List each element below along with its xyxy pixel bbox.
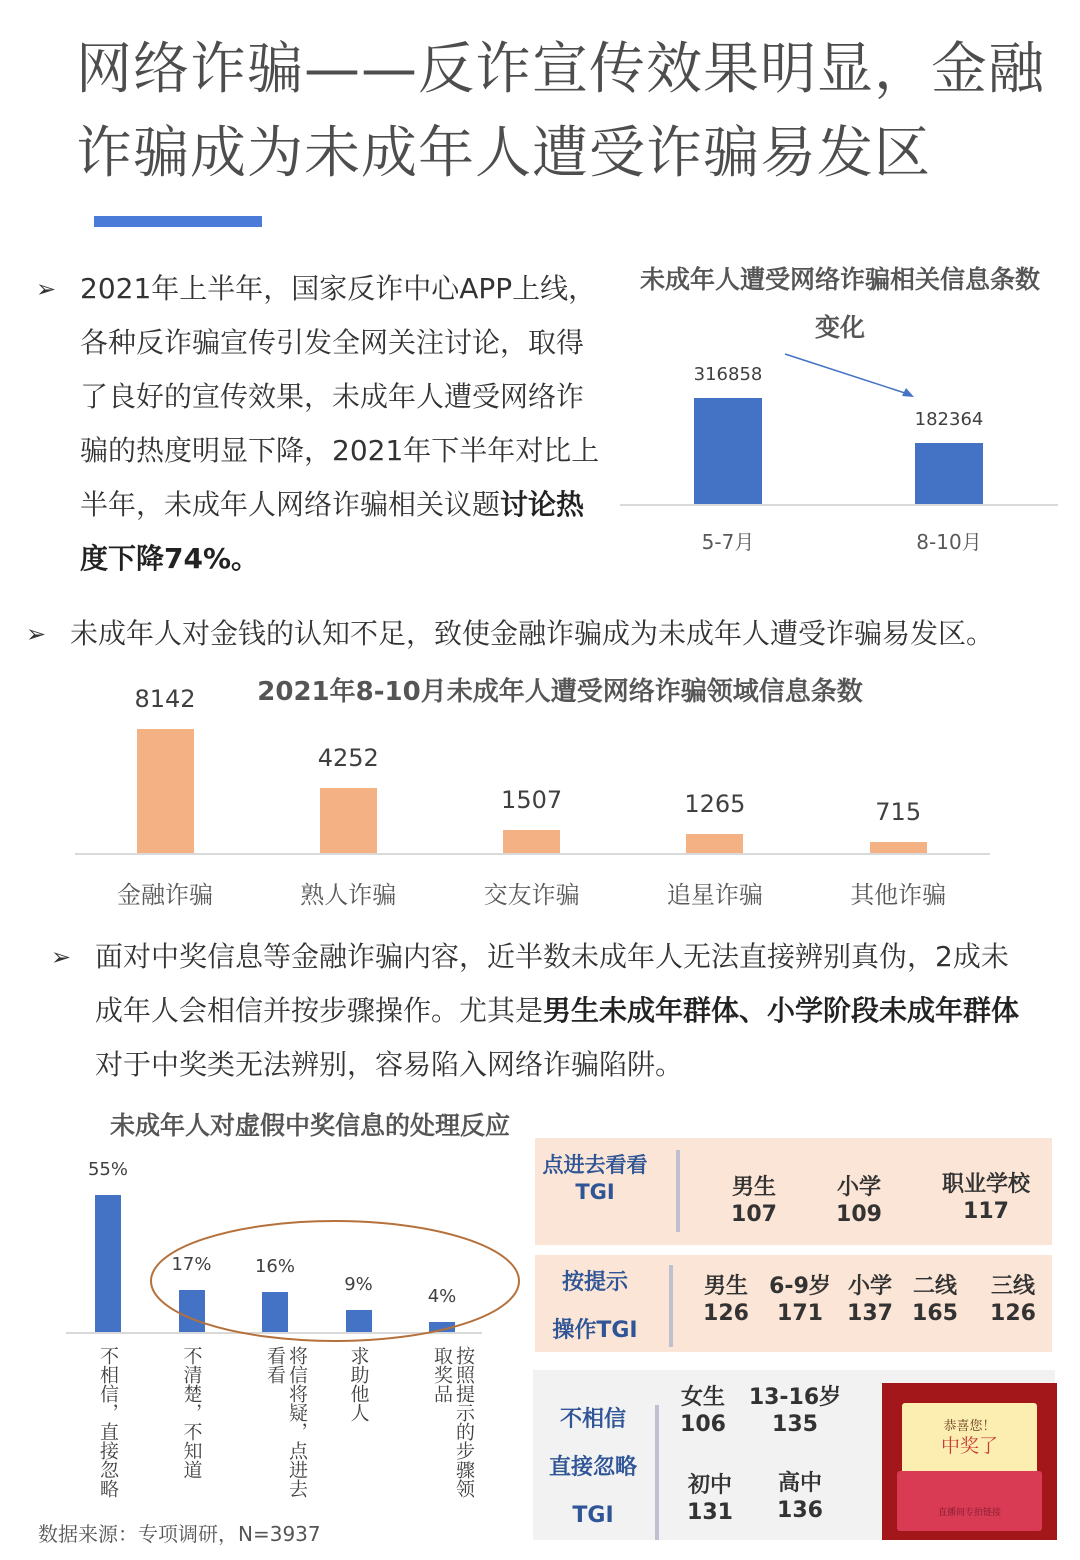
tgi-click-head-2: TGI — [575, 1180, 615, 1204]
prize-text-2: 中奖了 — [940, 1435, 998, 1457]
tgi-cell-label: 6-9岁 — [769, 1274, 831, 1299]
tgi-cell-label: 小学 — [847, 1274, 892, 1299]
tgi-cell-value: 107 — [731, 1202, 777, 1227]
tgi-cell-label: 13-16岁 — [748, 1385, 842, 1410]
tgi-cell-label: 初中 — [687, 1473, 732, 1498]
tgi-cell — [926, 1171, 1046, 1225]
tgi-cell-value: 137 — [847, 1301, 893, 1326]
tgi-cell-value: 126 — [990, 1301, 1036, 1326]
tgi-click-head — [535, 1152, 655, 1206]
category-label: 5-7月 — [701, 530, 755, 554]
bar — [686, 834, 743, 853]
tgi-follow-box — [535, 1255, 1052, 1352]
highlight-ellipse — [145, 1215, 530, 1350]
prize-envelope — [897, 1471, 1042, 1531]
category-label: 将信将疑，点进去看看 — [264, 1346, 308, 1498]
bullet-3-text-2: 对于中奖类无法辨别，容易陷入网络诈骗陷阱。 — [95, 1048, 684, 1081]
tgi-cell-value: 106 — [680, 1412, 726, 1437]
chart3-title: 未成年人对虚假中奖信息的处理反应 — [110, 1111, 511, 1140]
tgi-cell — [694, 1174, 814, 1228]
trend-arrow-icon — [780, 350, 920, 400]
bar — [870, 842, 927, 853]
category-label: 不相信，直接忽略 — [97, 1346, 119, 1498]
bar — [694, 398, 762, 504]
data-label: 316858 — [693, 363, 763, 385]
category-label: 8-10月 — [916, 530, 982, 554]
tgi-ignore-head — [533, 1396, 653, 1540]
chart1-axis — [620, 504, 1058, 506]
category-label: 其他诈骗 — [850, 881, 947, 909]
chart1-title: 未成年人遭受网络诈骗相关信息条数变化 — [640, 265, 1041, 342]
chart2-title: 2021年8-10月未成年人遭受网络诈骗领域信息条数 — [257, 677, 863, 707]
tgi-cell-label: 三线 — [990, 1274, 1035, 1299]
bar — [915, 443, 983, 504]
tgi-cell-label: 男生 — [703, 1274, 748, 1299]
category-label: 求助他人 — [347, 1346, 370, 1422]
tgi-cell — [799, 1174, 919, 1228]
data-label: 715 — [875, 798, 922, 827]
bullet-2 — [26, 614, 1070, 654]
bar — [320, 788, 377, 853]
data-label: 55% — [87, 1159, 128, 1180]
bar — [503, 830, 560, 853]
bullet-3-bold: 男生未成年群体、小学阶段未成年群体 — [543, 994, 1020, 1027]
tgi-cell-value: 165 — [912, 1301, 958, 1326]
bar — [137, 729, 194, 853]
category-label: 按照提示的步骤领取奖品 — [431, 1346, 475, 1498]
chart2-axis — [75, 853, 990, 855]
category-label: 金融诈骗 — [117, 881, 213, 909]
bullet-3-text: 面对中奖信息等金融诈骗内容，近半数未成年人无法直接辨别真伪，2成未成年人会相信并按步骤操作。尤其是 — [95, 940, 1009, 1027]
data-label: 182364 — [914, 408, 984, 430]
bullet-2-text: 未成年人对金钱的认知不足，致使金融诈骗成为未成年人遭受诈骗易发区。 — [70, 617, 995, 650]
category-label: 追星诈骗 — [666, 881, 763, 909]
tgi-cell-value: 117 — [963, 1199, 1009, 1224]
tgi-cell-label: 女生 — [680, 1385, 725, 1410]
tgi-cell-value: 126 — [703, 1301, 749, 1326]
arrow-bullet-icon: ➢ — [51, 943, 72, 971]
data-label: 1265 — [684, 789, 746, 818]
bullet-1 — [36, 262, 610, 586]
bullet-1-text: 2021年上半年，国家反诈中心APP上线，各种反诈骗宣传引发全网关注讨论，取得了良好的宣传效果，未成年人遭受网络诈骗的热度明显下降，2021年下半年对比上半年，未成年人网络诈骗相关议题 — [80, 272, 600, 521]
data-label: 1507 — [501, 786, 563, 815]
tgi-cell-value: 171 — [777, 1301, 823, 1326]
data-source: 数据来源：专项调研，N=3937 — [38, 1522, 321, 1546]
data-label: 8142 — [134, 685, 196, 713]
tgi-cell-label: 男生 — [731, 1175, 776, 1200]
title-accent-bar — [94, 216, 262, 227]
tgi-ignore-head-1: 不相信 — [559, 1407, 626, 1432]
category-label: 交友诈骗 — [483, 881, 580, 909]
prize-text-1: 恭喜您！ — [943, 1419, 996, 1434]
arrow-bullet-icon: ➢ — [36, 275, 57, 303]
prize-image — [882, 1383, 1057, 1540]
bar — [95, 1195, 121, 1332]
tgi-cell — [953, 1273, 1073, 1327]
tgi-cell — [735, 1384, 855, 1438]
tgi-follow-head-1: 按提示 — [561, 1270, 628, 1295]
tgi-cell-label: 高中 — [777, 1471, 822, 1496]
bullet-3 — [51, 930, 1025, 1092]
bullet-1-bold: 讨论热度下降74%。 — [80, 488, 585, 575]
data-label: 4% — [427, 1286, 457, 1308]
page-title: 网络诈骗——反诈宣传效果明显，金融诈骗成为未成年人遭受诈骗易发区 — [76, 37, 1045, 186]
tgi-cell-label: 小学 — [836, 1175, 881, 1200]
data-label: 16% — [254, 1256, 295, 1278]
tgi-cell-value: 109 — [836, 1202, 882, 1227]
arrow-bullet-icon: ➢ — [26, 620, 47, 648]
separator — [676, 1150, 680, 1232]
data-label: 9% — [344, 1273, 373, 1295]
tgi-follow-head — [535, 1259, 655, 1355]
data-label: 4252 — [317, 744, 379, 773]
tgi-cell-value: 135 — [772, 1412, 818, 1437]
tgi-cell-value: 136 — [777, 1498, 823, 1523]
category-label: 不清楚，不知道 — [180, 1346, 203, 1479]
category-label: 熟人诈骗 — [300, 881, 397, 909]
tgi-click-box — [535, 1138, 1052, 1245]
tgi-click-head-1: 点进去看看 — [542, 1153, 648, 1177]
tgi-cell-label: 二线 — [912, 1274, 957, 1299]
tgi-cell — [740, 1470, 860, 1524]
tgi-follow-head-2: 操作TGI — [552, 1318, 638, 1343]
data-label: 17% — [171, 1253, 212, 1275]
tgi-cell-value: 131 — [687, 1500, 733, 1525]
tgi-cell-label: 职业学校 — [941, 1172, 1030, 1197]
prize-text-3: 直播间专拍链接 — [937, 1508, 1001, 1518]
tgi-ignore-head-2: 直接忽略 — [548, 1455, 637, 1480]
tgi-ignore-head-3: TGI — [572, 1503, 614, 1528]
